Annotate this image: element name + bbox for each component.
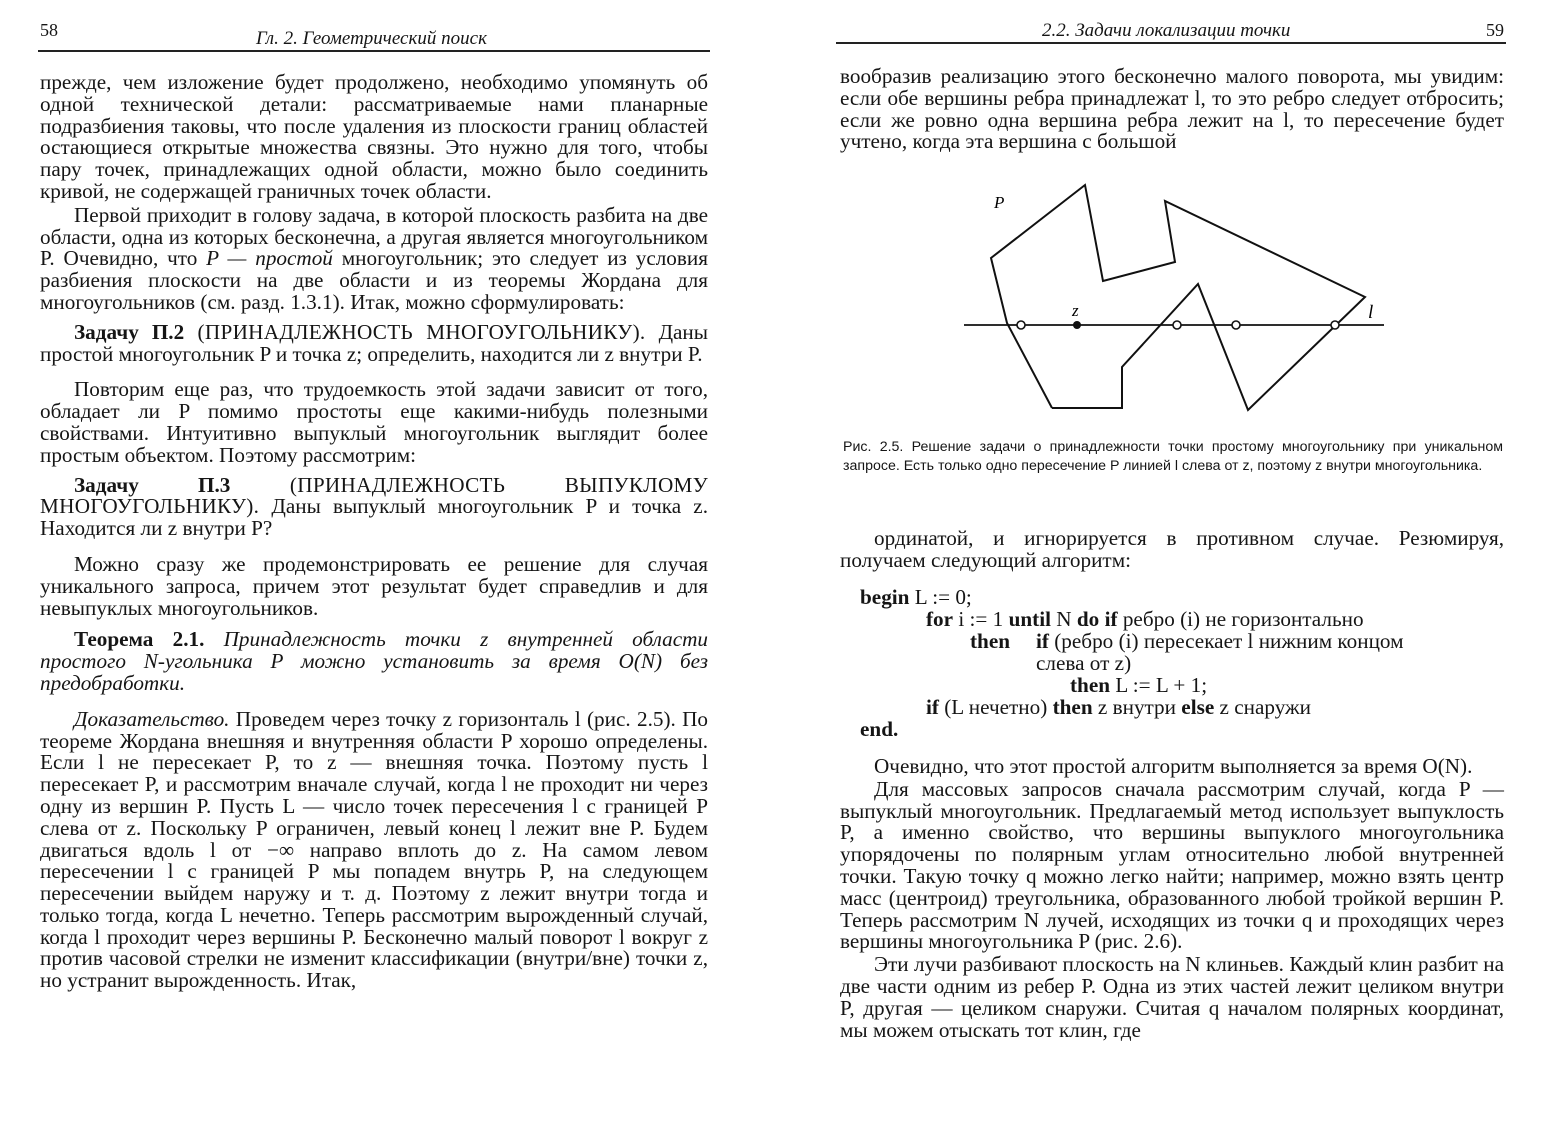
algo-line — [926, 696, 1311, 718]
header-rule — [38, 50, 710, 52]
intersection-point — [1331, 321, 1339, 329]
keyword: else — [1181, 695, 1215, 719]
page-number: 58 — [40, 20, 58, 40]
paragraph: прежде, чем изложение будет продолжено, необходимо упомянуть об одной технической детали: рассматриваемые нами планарные подразбиения таковы, что после удаления из плоскости границ областей остающиеся открытые множества связны. Это нужно для того, чтобы пару точек, принадлежащих одной области, можно было соединить кривой, не содержащей граничных точек области. — [40, 70, 708, 203]
algo-text: z внутри — [1092, 695, 1182, 719]
paragraph: Повторим еще раз, что трудоемкость этой задачи зависит от того, обладает ли P помимо простоты еще какими-нибудь полезными свойствами. Интуитивно выпуклый многоугольник выглядит более простым объектом. Поэтому рассмотрим: — [40, 377, 708, 467]
task-body: Даны выпуклый многоугольник P и точка z. Находится ли z внутри P? — [40, 494, 708, 541]
keyword: then — [1052, 695, 1093, 719]
task-label: Задачу П.2 — [74, 319, 185, 344]
theorem-body: Принадлежность точки z внутренней области простого N-угольника P можно установить за время O(N) без предобработки. — [40, 627, 708, 695]
theorem — [40, 629, 708, 694]
right-mid-text — [840, 528, 1504, 572]
left-page — [0, 0, 760, 1135]
keyword: then — [1070, 673, 1111, 697]
task-statement — [40, 319, 709, 366]
proof-label: Доказательство. — [74, 706, 230, 731]
paragraph: Очевидно, что этот простой алгоритм выполняется за время O(N). — [874, 754, 1473, 778]
algo-text: (ребро (i) пересекает l нижним концом — [1048, 629, 1404, 653]
keyword: then — [970, 629, 1011, 653]
text-run: многоугольник; это следует из условия разбиения плоскости на две области и из теоремы Жордана для многоугольников (см. разд. 1.3.1). Итак, можно сформулировать: — [40, 246, 708, 314]
intersection-point — [1232, 321, 1240, 329]
paragraph: Для массовых запросов сначала рассмотрим случай, когда P — выпуклый многоугольник. Предлагаемый метод использует выпуклость P, а именно свойство, что вершины выпуклого многоугольника упорядочены по полярным углам относительно любой внутренней точки. Такую точку q можно легко найти; например, можно взять центр масс (центроид) треугольника, образованного любой тройкой вершин P. Теперь рассмотрим N лучей, исходящих из точки q и проходящих через вершины многоугольника P (рис. 2.6). — [840, 776, 1504, 954]
figure-polygon — [940, 170, 1400, 430]
algo-text: L := 0; — [909, 585, 972, 609]
algorithm — [860, 586, 1510, 746]
algo-text: ребро (i) не горизонтально — [1117, 607, 1364, 631]
text-run: Первой приходит в голову задача, в которой плоскость разбита на две области, одна из которых бесконечна, а другая является многоугольником P. Очевидно, что — [40, 202, 708, 271]
algo-text: (L нечетно) — [938, 695, 1053, 719]
algo-text: L := L + 1; — [1110, 673, 1208, 697]
right-page — [790, 0, 1556, 1135]
algo-text: z снаружи — [1214, 695, 1312, 719]
paragraph: вообразив реализацию этого бесконечно малого поворота, мы увидим: если обе вершины ребра принадлежат l, то это ребро следует отбросить; если же ровно одна вершина ребра лежит на l, то пересечение будет учтено, когда эта вершина с большой — [840, 64, 1504, 154]
keyword: if — [926, 695, 939, 719]
algo-line — [970, 630, 1010, 652]
page-number: 59 — [1486, 20, 1504, 40]
keyword: begin — [860, 585, 910, 609]
keyword: for — [926, 607, 954, 631]
keyword: if — [1099, 607, 1118, 631]
algo-line — [1070, 674, 1207, 696]
emphasis: P — простой — [206, 246, 333, 271]
query-point-z — [1073, 321, 1081, 329]
running-head: 2.2. Задачи локализации точки — [1042, 20, 1291, 41]
task-label: Задачу П.3 — [74, 472, 231, 497]
algo-text: N — [1050, 607, 1077, 631]
label-P: P — [994, 193, 1005, 212]
theorem-label: Теорема 2.1. — [74, 627, 205, 652]
algo-line: слева от z) — [1036, 651, 1132, 675]
paragraph — [40, 202, 708, 314]
proof — [40, 706, 708, 993]
running-head: Гл. 2. Геометрический поиск — [256, 28, 487, 49]
right-bottom-text — [840, 756, 1504, 1041]
header-rule — [836, 42, 1506, 44]
keyword: do — [1076, 607, 1100, 631]
label-z: z — [1072, 301, 1079, 320]
algo-line — [1036, 630, 1404, 652]
left-body — [40, 72, 708, 992]
algo-text: i := 1 — [953, 607, 1009, 631]
figure-caption: Рис. 2.5. Решение задачи о принадлежности точки простому многоугольнику при уникальном запросе. Есть только одно пересечение P линией l слева от z, поэтому z внутри многоугольника. — [843, 439, 1503, 474]
paragraph: Можно сразу же продемонстрировать ее решение для случая уникального запроса, причем этот результат будет справедлив и для невыпуклых многоугольников. — [40, 551, 708, 620]
task-body: Даны простой многоугольник P и точка z; определить, находится ли z внутри P. — [40, 319, 709, 366]
intersection-point — [1173, 321, 1181, 329]
task-statement — [40, 472, 709, 541]
right-top-text — [840, 66, 1504, 153]
algo-line — [926, 608, 1364, 630]
polygon-outline — [991, 185, 1365, 410]
algo-line: end. — [860, 717, 899, 741]
label-l: l — [1368, 302, 1374, 323]
paragraph: ординатой, и игнорируется в противном случае. Резюмируя, получаем следующий алгоритм: — [840, 526, 1504, 572]
task-title: (ПРИНАДЛЕЖНОСТЬ МНОГОУГОЛЬНИКУ). — [184, 319, 646, 344]
keyword: if — [1036, 629, 1049, 653]
task-title: (ПРИНАДЛЕЖНОСТЬ ВЫПУКЛОМУ МНОГОУГОЛЬНИКУ). — [40, 472, 709, 519]
paragraph: Эти лучи разбивают плоскость на N клиньев. Каждый клин разбит на две части одним из ребер P. Одна из этих частей лежит целиком внутри P, другая — целиком снаружи. Считая q началом полярных координат, мы можем отыскать тот клин, где — [840, 952, 1504, 1042]
algo-line — [860, 586, 972, 608]
keyword: until — [1008, 607, 1051, 631]
proof-body: Проведем через точку z горизонталь l (рис. 2.5). По теореме Жордана внешняя и внутренняя области P хорошо определены. Если l не пересекает P, то z — внешняя точка. Поэтому пусть l пересекает P, и рассмотрим вначале случай, когда l не проходит ни через одну из вершин P. Пусть L — число точек пересечения l с границей P слева от z. Поскольку P ограничен, левый конец l лежит вне P. Будем двигаться вдоль l от −∞ направо вплоть до z. На самом левом пересечении l с границей P мы попадем внутрь P, на следующем пересечении выйдем наружу и т. д. Поэтому z лежит внутри тогда и только тогда, когда L нечетно. Теперь рассмотрим вырожденный случай, когда l проходит через вершины P. Бесконечно малый поворот l вокруг z против часовой стрелки не изменит классификации (внутри/вне) точки z, но устранит вырожденность. Итак, — [40, 706, 708, 993]
intersection-point — [1017, 321, 1025, 329]
